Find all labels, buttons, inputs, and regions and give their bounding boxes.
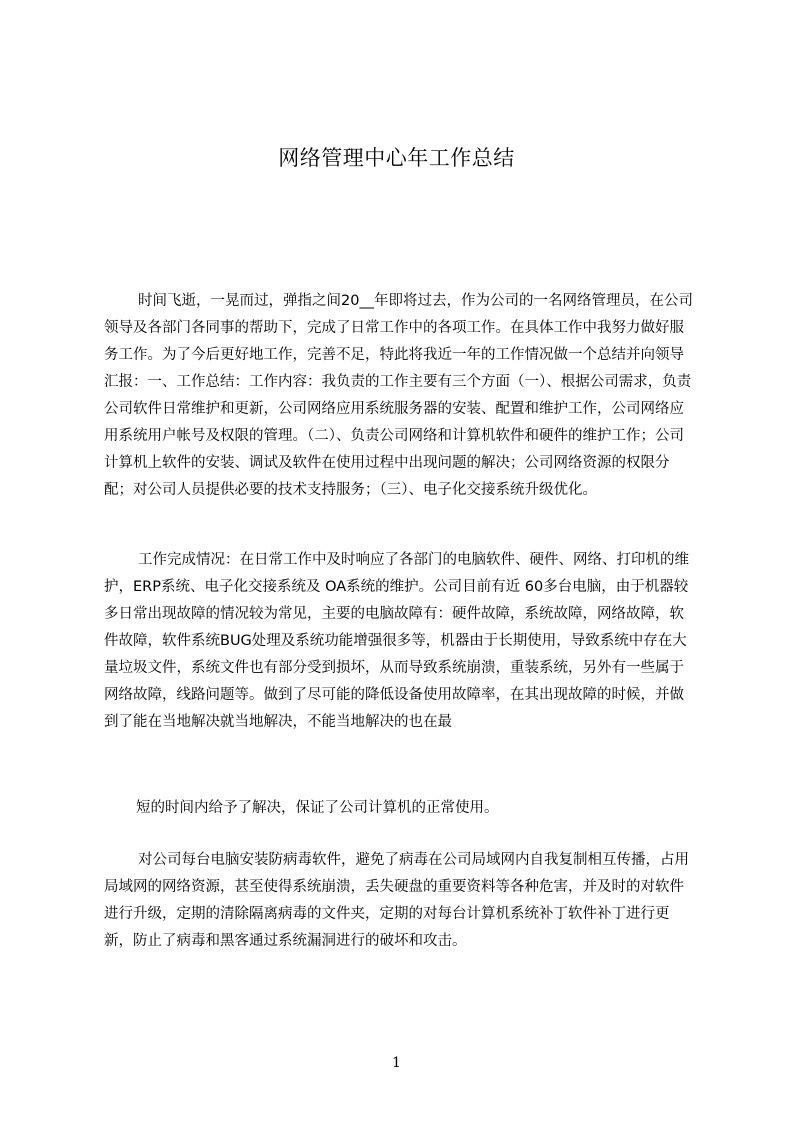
page-number: 1	[392, 1055, 401, 1071]
paragraph-intro: 时间飞逝，一晃而过，弹指之间20__年即将过去，作为公司的一名网络管理员，在公司领导及各部门各同事的帮助下，完成了日常工作中的各项工作。在具体工作中我努力做好服务工作。为了今后更好地工作，完善不足，特此将我近一年的工作情况做一个总结并向领导汇报：一、工作总结：工作内容：我负责的工作主要有三个方面（一）、根据公司需求，负责公司软件日常维护和更新，公司网络应用系统服务器的安装、配置和维护工作，公司网络应用系统用户帐号及权限的管理。（二）、负责公司网络和计算机软件和硬件的维护工作；公司计算机上软件的安装、调试及软件在使用过程中出现问题的解决；公司网络资源的权限分配；对公司人员提供必要的技术支持服务；（三）、电子化交接系统升级优化。	[104, 293, 693, 498]
document-title: 网络管理中心年工作总结	[278, 146, 515, 170]
paragraph-work-completion: 工作完成情况：在日常工作中及时响应了各部门的电脑软件、硬件、网络、打印机的维护，ERP系统、电子化交接系统及 OA系统的维护。公司目前有近 60多台电脑，由于机器较多日常出现故障的情况较为常见，主要的电脑故障有：硬件故障，系统故障，网络故障，软件故障，软件系统BUG处理及系统功能增强很多等，机器由于长期使用，导致系统中存在大量垃圾文件，系统文件也有部分受到损坏，从而导致系统崩溃，重装系统，另外有一些属于网络故障，线路问题等。做到了尽可能的降低设备使用故障率，在其出现故障的时候，并做到了能在当地解决就当地解决，不能当地解决的也在最	[104, 552, 689, 730]
paragraph-continuation: 短的时间内给予了解决，保证了公司计算机的正常使用。	[136, 800, 499, 816]
paragraph-antivirus: 对公司每台电脑安装防病毒软件，避免了病毒在公司局域网内自我复制相互传播，占用局域网的网络资源，甚至使得系统崩溃，丢失硬盘的重要资料等各种危害，并及时的对软件进行升级，定期的清除隔离病毒的文件夹，定期的对每台计算机系统补丁软件补丁进行更新，防止了病毒和黑客通过系统漏洞进行的破坏和攻击。	[104, 852, 689, 949]
